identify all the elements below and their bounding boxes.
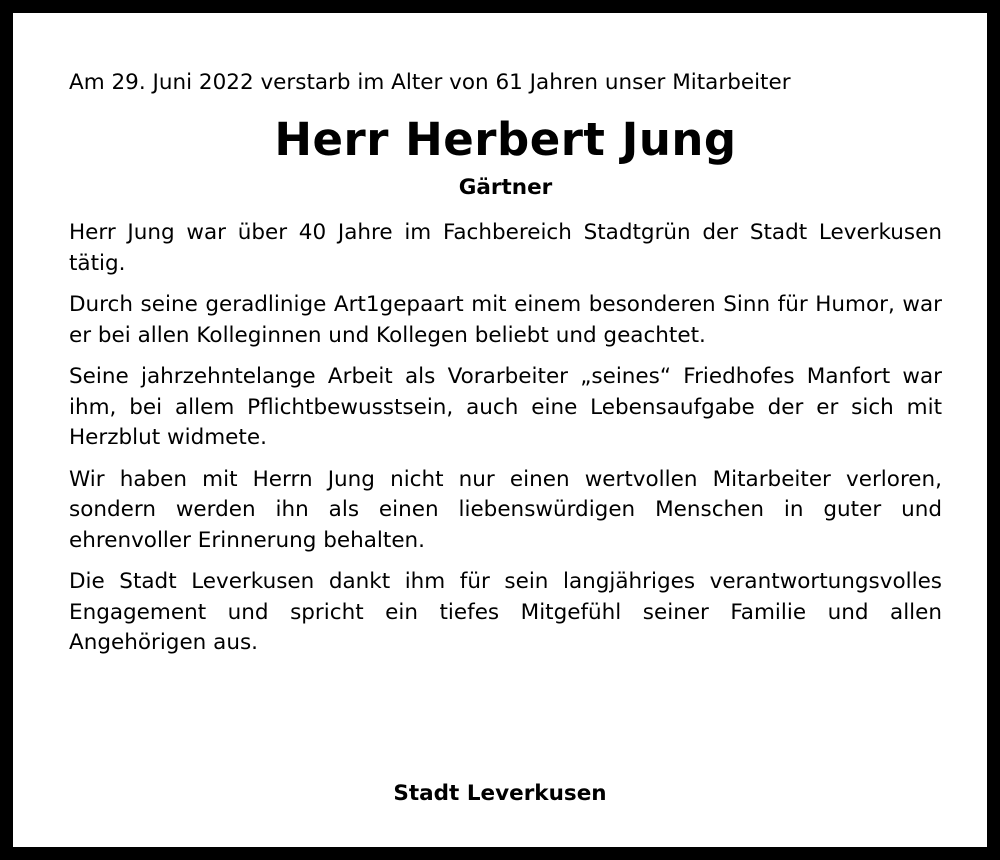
tribute-paragraph: Durch seine geradlinige Art1gepaart mit einem besonderen Sinn für Humor, war er bei allen Kolleginnen und Kollegen beliebt und geachtet. — [69, 292, 942, 348]
tribute-paragraph: Herr Jung war über 40 Jahre im Fachbereich Stadtgrün der Stadt Leverkusen tätig. — [69, 220, 942, 276]
tribute-paragraph: Die Stadt Leverkusen dankt ihm für sein langjähriges verantwortungsvolles Engagement und spricht ein tiefes Mitgefühl seiner Familie und allen Angehörigen aus. — [69, 569, 942, 655]
signature: Stadt Leverkusen — [393, 781, 607, 806]
notice-body — [69, 68, 942, 670]
tribute-paragraph: Wir haben mit Herrn Jung nicht nur einen wertvollen Mitarbeiter verloren, sondern werden ihn als einen liebenswürdigen Menschen in guter und ehrenvoller Erinnerung behalten. — [69, 466, 942, 553]
tribute-text — [69, 218, 942, 659]
tribute-paragraph: Seine jahrzehntelange Arbeit als Vorarbeiter „seines“ Friedhofes Manfort war ihm, bei allem Pflichtbewusstsein, auch eine Lebensaufgabe der er sich mit Herzblut widmete. — [69, 364, 942, 450]
deceased-role: Gärtner — [458, 175, 553, 200]
deceased-name: Herr Herbert Jung — [274, 113, 737, 166]
intro-line: Am 29. Juni 2022 verstarb im Alter von 61 Jahren unser Mitarbeiter — [69, 70, 791, 95]
